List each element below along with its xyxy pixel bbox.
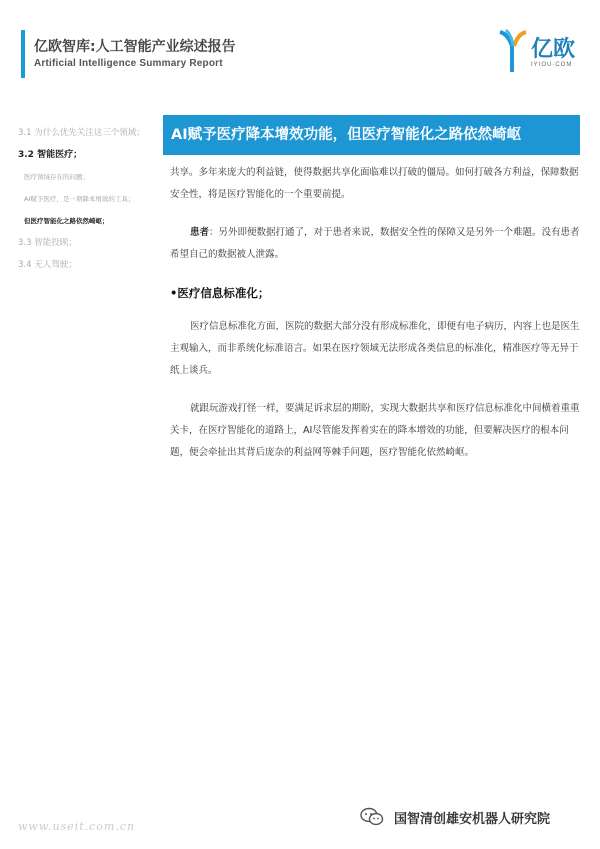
header-accent-bar: [21, 30, 25, 78]
watermark-text: 国智清创雄安机器人研究院: [394, 811, 551, 827]
report-subtitle: Artificial Intelligence Summary Report: [34, 58, 223, 69]
paragraph-data-sharing: 共享。多年来庞大的利益链，使得数据共享化面临难以打破的僵局。如何打破各方利益，保障数据安全性，将是医疗智能化的一个重要前提。: [170, 167, 579, 200]
sidebar-item-3-3[interactable]: 3.3 智能投顾；: [18, 238, 77, 248]
sidebar-item-3-4[interactable]: 3.4 无人驾驶；: [18, 260, 77, 270]
report-header: [0, 0, 600, 100]
sidebar-item-3-2[interactable]: 3.2 智能医疗；: [18, 150, 83, 160]
paragraph-patients: [170, 222, 580, 266]
footer-url: www.useit.com.cn: [18, 820, 136, 833]
wechat-icon: [360, 807, 384, 827]
paragraph-conclusion: 就跟玩游戏打怪一样，要满足诉求层的期盼，实现大数据共享和医疗信息标准化中间横着重重关卡，在医疗智能化的道路上，AI尽管能发挥着实在的降本增效的功能，但要解决医疗的根本问题，便会牵扯出其背后庞杂的利益网等棘手问题，医疗智能化依然崎岖。: [170, 403, 580, 458]
sidebar-item-3-1[interactable]: 3.1 为什么优先关注这三个领域；: [18, 128, 145, 138]
report-title: 亿欧智库:人工智能产业综述报告: [34, 39, 236, 55]
logo-text: 亿欧: [531, 37, 576, 62]
logo-url: IYIOU·COM: [531, 62, 573, 68]
chapter-sidebar: [18, 126, 168, 280]
sidebar-subitem-problems[interactable]: 医疗领域存在的问题；: [24, 173, 89, 181]
yiou-logo: [498, 28, 578, 78]
paragraph-standardization: 医疗信息标准化方面，医院的数据大部分没有形成标准化，即便有电子病历，内容上也是医生主观输入，而非系统化标准语言。如果在医疗领域无法形成各类信息的标准化，精准医疗等无异于纸上谈兵。: [170, 321, 580, 376]
section-banner: AI赋予医疗降本增效功能，但医疗智能化之路依然崎岖: [163, 115, 580, 155]
patients-label: 患者: [190, 227, 210, 238]
sidebar-subitem-rugged-road[interactable]: 但医疗智能化之路依然崎岖；: [24, 217, 109, 225]
patients-text: ：另外即便数据打通了，对于患者来说，数据安全性的保障又是另外一个难题。没有患者希望自己的数据被人泄露。: [170, 227, 580, 260]
section-heading: •医疗信息标准化；: [170, 286, 270, 300]
logo-mark-icon: [498, 28, 528, 74]
footer-watermark: [360, 805, 550, 829]
sidebar-subitem-ai-tool[interactable]: AI赋予医疗，是一项降本增效的工具；: [24, 195, 135, 203]
main-content: [170, 162, 580, 480]
